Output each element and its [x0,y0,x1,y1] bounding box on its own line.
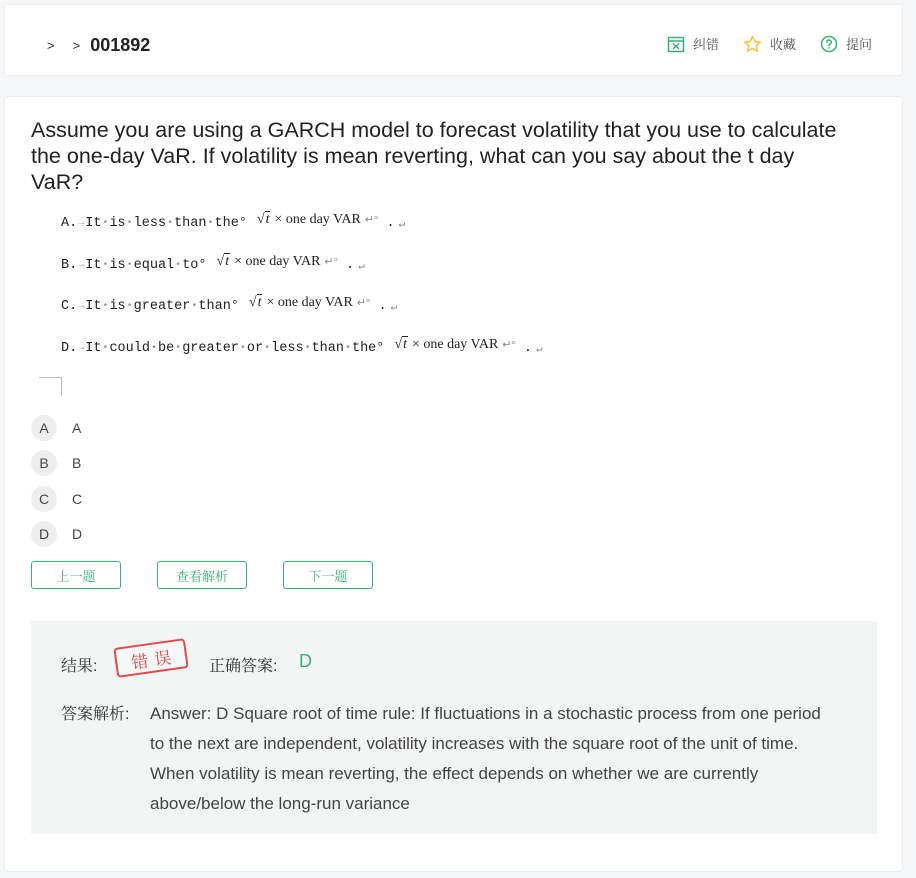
option-prefix: D. [61,341,78,356]
favorite-button[interactable] [743,34,796,53]
option-word: than° [198,299,239,314]
space-mark: • [175,343,182,354]
option-word: It [85,299,102,314]
option-image-line [61,294,398,315]
math-mark: ↵° [502,339,516,351]
tab-mark: → [78,343,85,354]
return-mark: ↵ [390,301,398,314]
question-stem: Assume you are using a GARCH model to forecast volatility that you use to calculate the one-day VaR. If volatility is mean reverting, what can you say about the t day VaR? [31,118,837,194]
view-analysis-button[interactable]: 查看解析 [157,561,247,589]
space-mark: • [126,218,133,229]
correct-answer-value: D [299,651,312,671]
option-image-line [61,211,406,232]
math-tail: × one day VAR [234,253,321,269]
math-tail: × one day VAR [274,211,361,227]
space-mark: • [126,301,133,312]
return-mark: ↵ [536,343,543,356]
tab-mark: → [78,301,85,312]
sqrt-variable: t [403,337,407,352]
sqrt-symbol: √ [248,294,257,310]
image-corner-mark [39,377,62,396]
result-panel [31,621,877,834]
choice-letter[interactable]: C [31,486,57,512]
space-mark: • [239,343,246,354]
return-mark: ↵ [358,260,365,273]
result-label: 结果: [61,658,98,675]
explanation-text: Answer: D Square root of time rule: If fluctuations in a stochastic process from one period to the next are independent, volatility increases with the square root of the unit of time. When volatility is mean reverting, the effect depends on whether we are currently above/below the long-run variance [150,704,821,813]
explanation-label: 答案解析: [61,706,130,723]
choice-option[interactable] [31,415,81,441]
option-word: It [85,341,102,356]
report-error-button[interactable] [667,34,719,53]
space-mark: • [191,301,198,312]
option-word: the° [214,216,247,231]
option-word: or [246,341,264,356]
space-mark: • [207,218,214,229]
option-word: less [271,341,304,356]
option-math [217,253,339,270]
option-prefix: A. [61,216,78,231]
header-bar [4,4,903,76]
favorite-label: 收藏 [769,37,796,52]
choice-label: C [72,491,83,507]
choice-option[interactable] [31,450,81,476]
math-mark: ↵° [324,256,339,268]
option-math [257,211,379,228]
choice-letter[interactable]: D [31,521,57,547]
breadcrumb-separator[interactable]: > [47,38,55,53]
sqrt-variable: t [265,212,270,227]
return-mark: ↵ [398,218,406,231]
report-error-icon [667,35,685,53]
space-mark: • [344,343,351,354]
math-tail: × one day VAR [266,294,353,310]
option-word: equal [133,258,175,273]
option-word: is [109,216,126,231]
correct-answer-label: 正确答案: [209,658,278,675]
sqrt-symbol: √ [256,211,265,227]
ask-label: 提问 [845,37,872,52]
sqrt-variable: t [257,295,262,310]
space-mark: • [126,260,133,271]
tab-mark: → [78,260,85,271]
space-mark: • [102,343,109,354]
choice-letter[interactable]: A [31,415,57,441]
ask-question-button[interactable] [820,34,872,53]
choice-option[interactable] [31,486,82,512]
option-word: to° [182,258,207,273]
option-word: It [85,258,102,273]
space-mark: • [304,343,311,354]
space-mark: • [150,343,157,354]
option-word: greater [133,299,191,314]
option-word: than [311,341,344,356]
tab-mark: → [78,218,85,229]
choice-label: A [72,420,82,436]
option-period: . [523,341,533,356]
space-mark: • [102,301,109,312]
breadcrumb [47,35,150,56]
choice-label: B [72,455,82,471]
option-word: than [174,216,207,231]
space-mark: • [175,260,182,271]
choice-option[interactable] [31,521,82,547]
breadcrumb-separator[interactable]: > [72,38,81,53]
math-mark: ↵° [356,297,371,309]
prev-question-button[interactable]: 上一题 [31,561,121,589]
question-card [4,96,903,872]
option-word: It [85,216,102,231]
option-word: be [157,341,175,356]
question-circle-icon [820,35,838,53]
option-word: greater [182,341,239,356]
option-math [394,336,516,353]
option-math [249,294,371,311]
choice-letter[interactable]: B [31,450,57,476]
choice-label: D [72,526,83,542]
option-image-line [61,336,543,357]
sqrt-symbol: √ [394,336,403,352]
option-word: is [109,258,126,273]
wrong-stamp: 错误 [113,638,188,678]
header-actions [667,34,872,53]
option-word: less [133,216,167,231]
option-image-line [61,253,365,274]
math-tail: × one day VAR [411,336,499,352]
sqrt-variable: t [225,254,230,269]
option-period: . [378,299,387,314]
option-prefix: C. [61,299,78,314]
math-mark: ↵° [364,214,379,226]
option-period: . [346,258,355,273]
option-word: the° [351,341,385,356]
space-mark: • [264,343,271,354]
question-id: 001892 [90,35,151,55]
option-prefix: B. [61,258,78,273]
option-word: is [109,299,126,314]
star-icon [743,35,762,53]
option-period: . [386,216,395,231]
space-mark: • [167,218,174,229]
space-mark: • [102,260,109,271]
option-word: could [109,341,150,356]
sqrt-symbol: √ [216,253,225,269]
space-mark: • [102,218,109,229]
report-error-label: 纠错 [692,37,719,52]
next-question-button[interactable]: 下一题 [283,561,373,589]
